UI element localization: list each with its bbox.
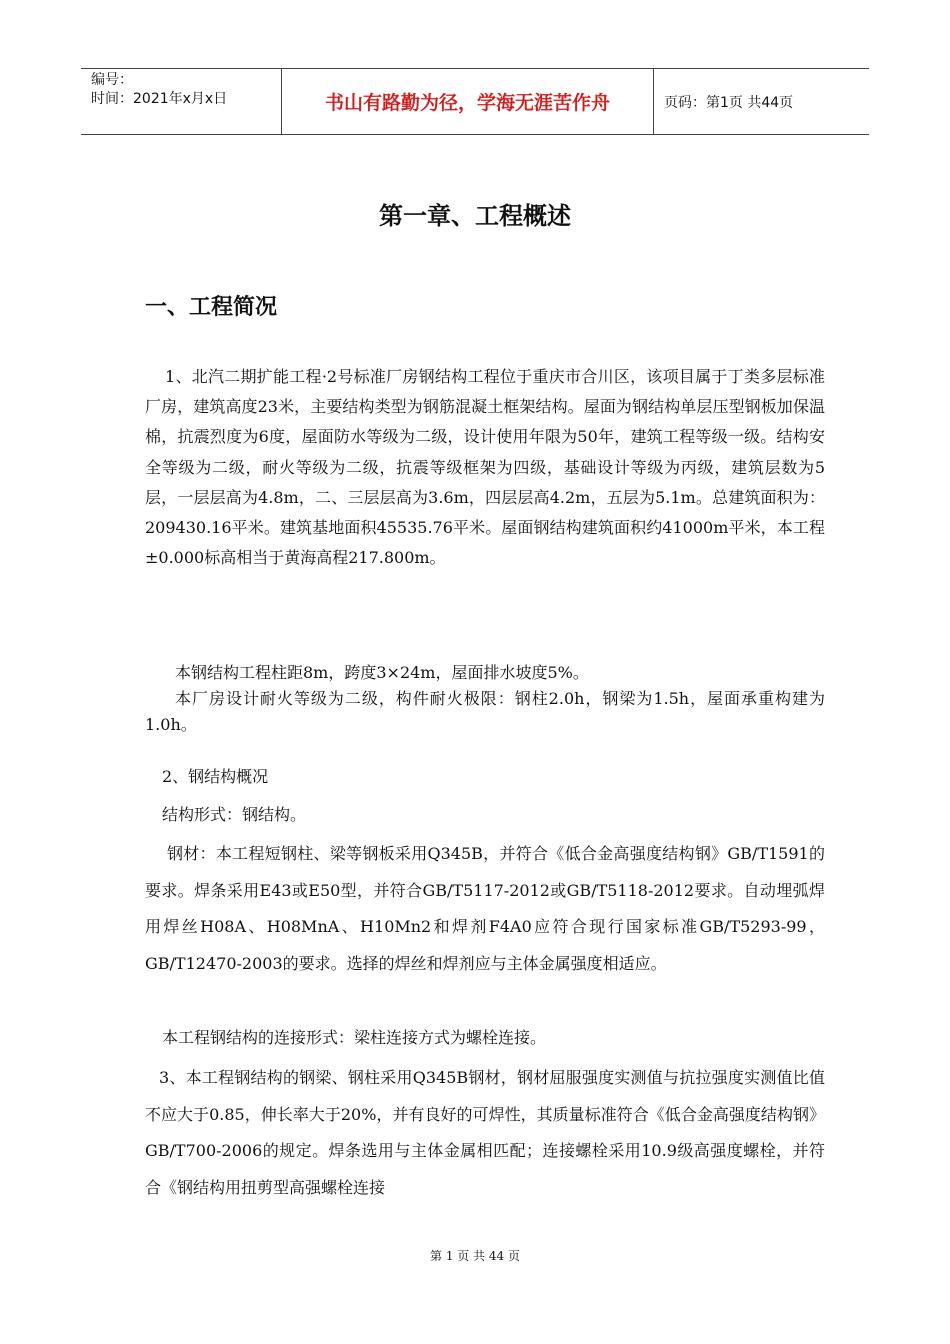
- paragraph-6: 钢材：本工程短钢柱、梁等钢板采用Q345B，并符合《低合金高强度结构钢》GB/T1591的要求。焊条采用E43或E50型，并符合GB/T5117-2012或GB/T5118-2012要求。自动埋弧焊用焊丝H08A、H08MnA、H10Mn2和焊剂F4A0应符合现行国家标准GB/T5293-99，GB/T12470-2003的要求。选择的焊丝和焊剂应与主体金属强度相适应。: [145, 844, 825, 973]
- paragraph-2: 本钢结构工程柱距8m，跨度3×24m，屋面排水坡度5%。: [175, 663, 589, 682]
- page-header: [81, 68, 869, 135]
- number-label: 编号：: [91, 72, 133, 88]
- paragraph-3: 本厂房设计耐火等级为二级，构件耐火极限：钢柱2.0h，钢梁为1.5h，屋面承重构建为1.0h。: [145, 689, 825, 734]
- paragraph-5: 结构形式：钢结构。: [162, 805, 307, 824]
- page-footer: 第 1 页 共 44 页: [430, 1249, 520, 1263]
- chapter-title: 第一章、工程概述: [379, 202, 571, 230]
- header-motto: 书山有路勤为径，学海无涯苦作舟: [281, 69, 654, 134]
- paragraph-4: 2、钢结构概况: [162, 767, 269, 786]
- paragraph-1: 1、北汽二期扩能工程·2号标准厂房钢结构工程位于重庆市合川区，该项目属于丁类多层标准厂房，建筑高度23米，主要结构类型为钢筋混凝土框架结构。屋面为钢结构单层压型钢板加保温棉，抗震烈度为6度，屋面防水等级为二级，设计使用年限为50年，建筑工程等级一级。结构安全等级为二级，耐火等级为二级，抗震等级框架为四级，基础设计等级为丙级，建筑层数为5层，一层层高为4.8m，二、三层层高为3.6m，四层层高4.2m，五层为5.1m。总建筑面积为：209430.16平米。建筑基地面积45535.76平米。屋面钢结构建筑面积约41000m平米，本工程±0.000标高相当于黄海高程217.800m。: [145, 367, 825, 568]
- date-label: 时间：2021年x月x日: [91, 91, 228, 107]
- paragraph-7: 本工程钢结构的连接形式：梁柱连接方式为螺栓连接。: [162, 1028, 547, 1047]
- paragraph-8: 3、本工程钢结构的钢梁、钢柱采用Q345B钢材，钢材屈服强度实测值与抗拉强度实测值比值不应大于0.85，伸长率大于20%，并有良好的可焊性，其质量标准符合《低合金高强度结构钢》GB/T700-2006的规定。焊条选用与主体金属相匹配；连接螺栓采用10.9级高强度螺栓，并符合《钢结构用扭剪型高强螺栓连接: [145, 1068, 825, 1197]
- section-title: 一、工程简况: [145, 295, 278, 320]
- header-meta: [81, 69, 281, 134]
- header-page-info: 页码：第1页 共44页: [664, 94, 794, 111]
